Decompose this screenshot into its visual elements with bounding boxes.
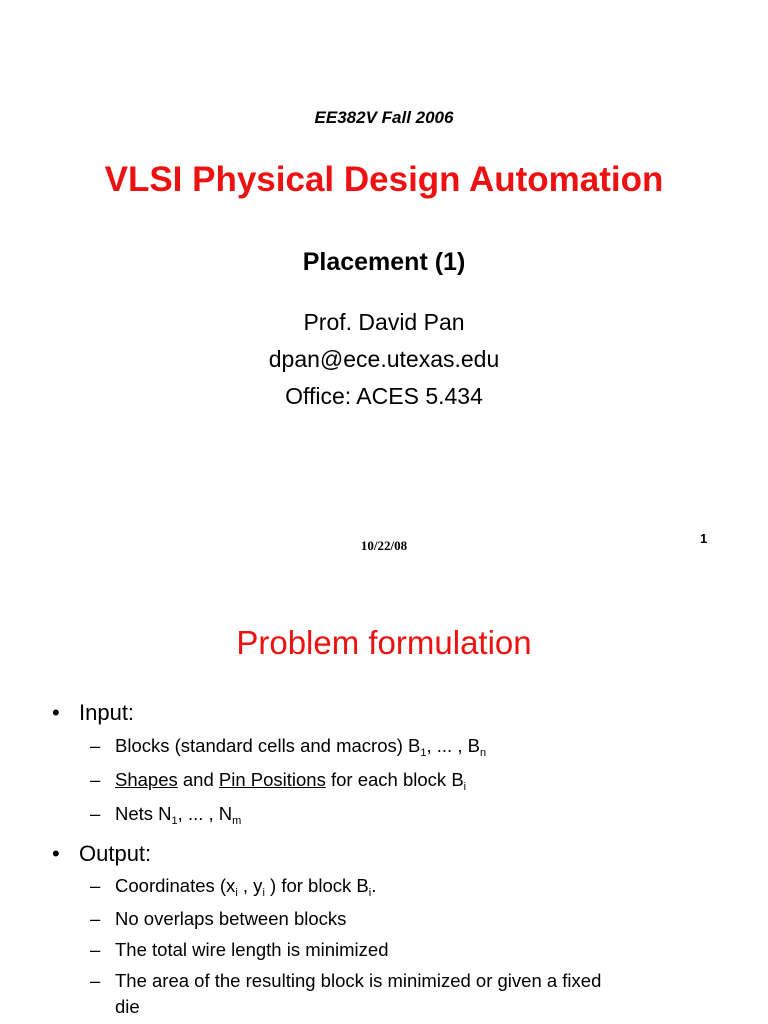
- bullet-output: [52, 841, 151, 867]
- bullet-label: Output:: [79, 841, 152, 866]
- page-number: 1: [700, 531, 708, 546]
- sub-bullet-wire-length: [90, 939, 389, 961]
- subscript: m: [232, 815, 242, 827]
- sub-bullet-coordinates: [90, 875, 376, 897]
- text: Coordinates (x: [115, 875, 236, 896]
- bullet-icon: •: [52, 841, 60, 866]
- text: .: [371, 875, 377, 896]
- subscript: 1: [420, 747, 427, 759]
- bullet-icon: •: [52, 700, 60, 725]
- dash-icon: –: [90, 875, 101, 896]
- text: Nets N: [115, 803, 172, 824]
- subscript: n: [479, 747, 487, 759]
- text: Blocks (standard cells and macros) B: [115, 735, 421, 756]
- author-office: Office: ACES 5.434: [285, 383, 483, 409]
- subscript: i: [368, 887, 372, 899]
- sub-bullet-shapes: [90, 769, 466, 791]
- author-name: Prof. David Pan: [303, 309, 465, 335]
- subscript: 1: [171, 815, 178, 827]
- text: and: [177, 769, 219, 790]
- sub-bullet-area-continued: [115, 996, 140, 1018]
- subscript: i: [463, 781, 467, 793]
- sub-bullet-no-overlap: [90, 908, 346, 930]
- text: The total wire length is minimized: [115, 939, 389, 960]
- slide-title: VLSI Physical Design Automation: [104, 160, 664, 199]
- sub-bullet-area: [90, 970, 601, 992]
- slide-date: 10/22/08: [360, 538, 408, 553]
- dash-icon: –: [90, 908, 101, 929]
- course-label: EE382V Fall 2006: [314, 108, 454, 127]
- subscript: i: [235, 887, 238, 899]
- dash-icon: –: [90, 735, 101, 756]
- sub-bullet-blocks: [90, 735, 486, 757]
- author-email: dpan@ece.utexas.edu: [268, 346, 500, 372]
- bullet-label: Input:: [79, 700, 135, 725]
- section-title: Problem formulation: [236, 624, 532, 661]
- dash-icon: –: [90, 803, 101, 824]
- pin-positions-underlined: Pin Positions: [218, 769, 326, 790]
- slide-subtitle: Placement (1): [302, 248, 466, 276]
- text: No overlaps between blocks: [115, 908, 347, 929]
- text: die: [115, 996, 140, 1017]
- text: ) for block B: [264, 875, 369, 896]
- subscript: i: [262, 887, 265, 899]
- dash-icon: –: [90, 970, 101, 991]
- sub-bullet-nets: [90, 803, 241, 825]
- shapes-underlined: Shapes: [115, 769, 178, 790]
- text: for each block B: [325, 769, 464, 790]
- text: , y: [237, 875, 263, 896]
- dash-icon: –: [90, 769, 101, 790]
- text: , ... , N: [177, 803, 233, 824]
- text: , ... , B: [426, 735, 480, 756]
- text: The area of the resulting block is minimized or given a fixed: [115, 970, 602, 991]
- dash-icon: –: [90, 939, 101, 960]
- bullet-input: [52, 700, 134, 726]
